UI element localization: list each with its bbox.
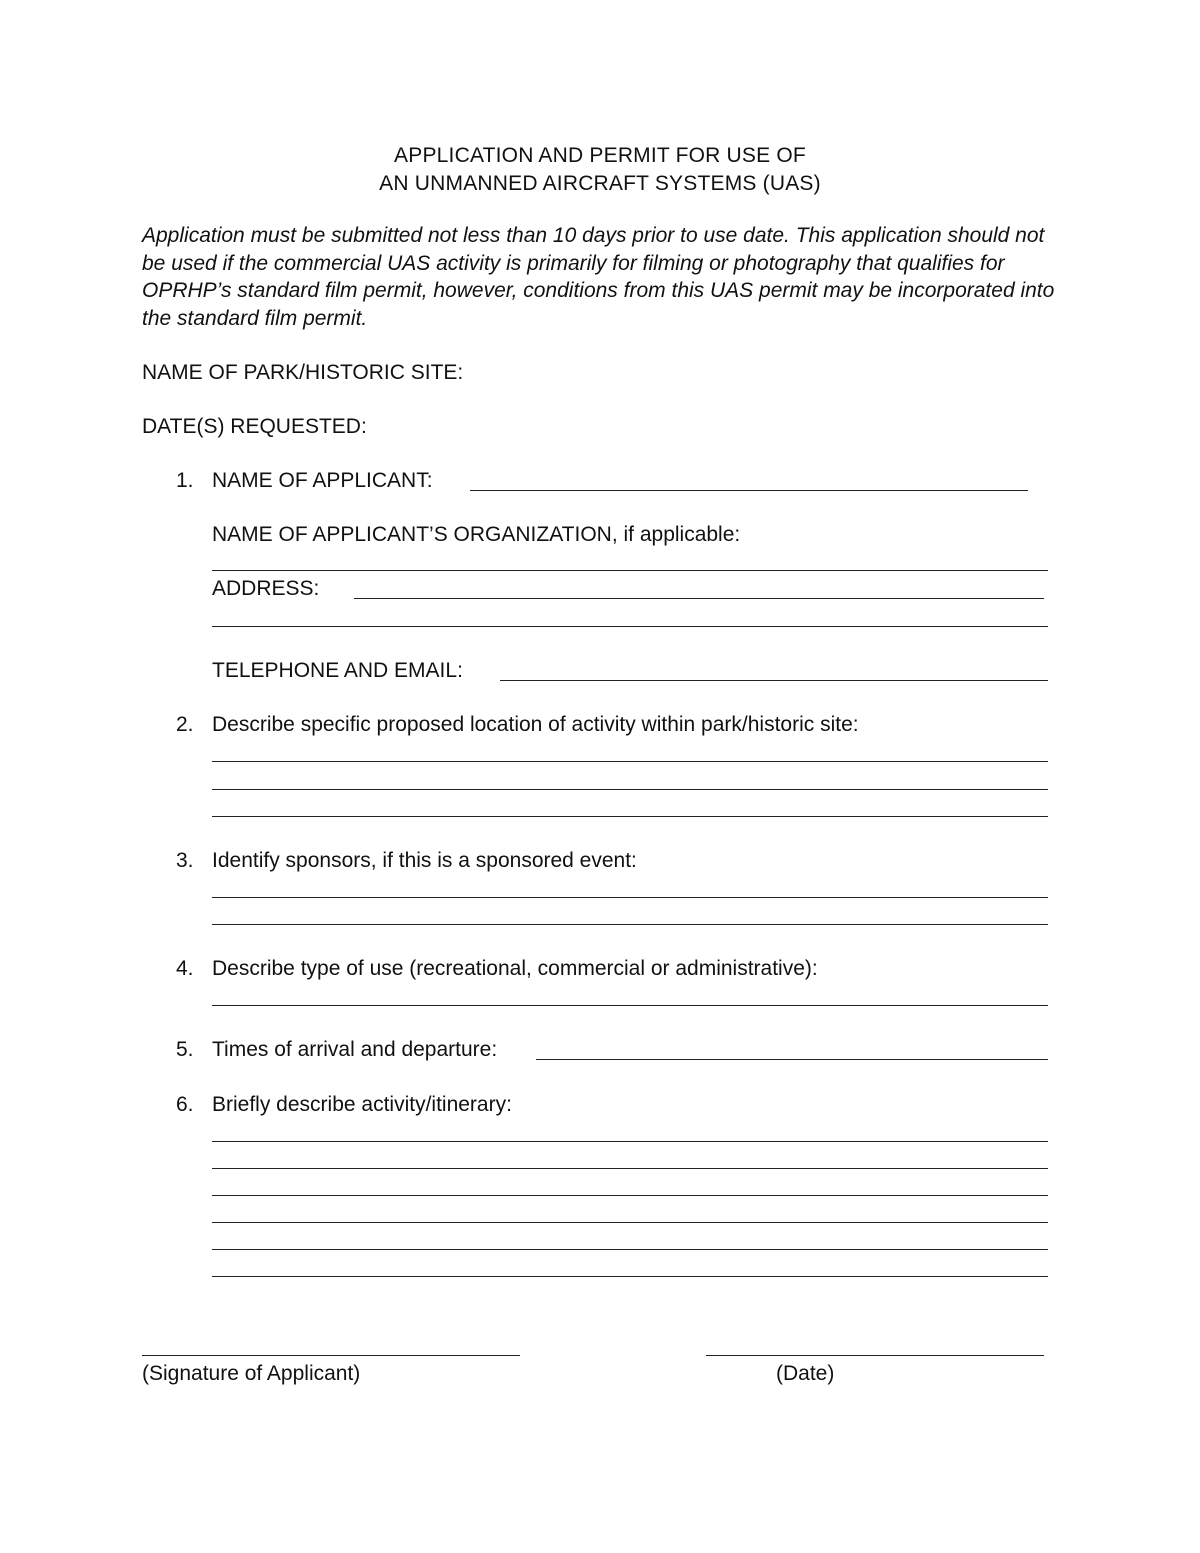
item-number-1: 1. [176, 469, 194, 492]
activity-line-4[interactable] [212, 1222, 1048, 1223]
location-line-3[interactable] [212, 816, 1048, 817]
address-line-1[interactable] [354, 598, 1044, 599]
sponsors-label: Identify sponsors, if this is a sponsored event: [212, 849, 637, 872]
form-title-line-2: AN UNMANNED AIRCRAFT SYSTEMS (UAS) [379, 172, 821, 195]
location-line-1[interactable] [212, 761, 1048, 762]
address-label: ADDRESS: [212, 577, 320, 600]
location-line-2[interactable] [212, 789, 1048, 790]
telephone-email-label: TELEPHONE AND EMAIL: [212, 659, 463, 682]
activity-line-1[interactable] [212, 1141, 1048, 1142]
activity-label: Briefly describe activity/itinerary: [212, 1093, 512, 1116]
submission-instructions: Application must be submitted not less than 10 days prior to use date. This application should not be used if the commercial UAS activity is primarily for filming or photography that qualifies for OPRHP’s standard film permit, however, conditions from this UAS permit may be incorporated into the standard film permit. [142, 224, 1055, 330]
park-site-label: NAME OF PARK/HISTORIC SITE: [142, 361, 464, 384]
activity-line-5[interactable] [212, 1249, 1048, 1250]
item-number-5: 5. [176, 1038, 194, 1061]
date-label: (Date) [776, 1362, 835, 1385]
use-type-line[interactable] [212, 1005, 1048, 1006]
telephone-email-line[interactable] [500, 680, 1048, 681]
item-number-3: 3. [176, 849, 194, 872]
organization-line[interactable] [212, 570, 1048, 571]
activity-line-6[interactable] [212, 1276, 1048, 1277]
arrival-departure-label: Times of arrival and departure: [212, 1038, 498, 1061]
item-number-2: 2. [176, 713, 194, 736]
signature-line[interactable] [142, 1355, 520, 1356]
address-line-2[interactable] [212, 626, 1048, 627]
item-number-6: 6. [176, 1093, 194, 1116]
dates-requested-label: DATE(S) REQUESTED: [142, 415, 367, 438]
use-type-label: Describe type of use (recreational, commercial or administrative): [212, 957, 818, 980]
activity-line-2[interactable] [212, 1168, 1048, 1169]
organization-label: NAME OF APPLICANT’S ORGANIZATION, if applicable: [212, 523, 741, 546]
sponsors-line-1[interactable] [212, 897, 1048, 898]
applicant-name-label: NAME OF APPLICANT: [212, 469, 433, 492]
arrival-departure-line[interactable] [536, 1059, 1048, 1060]
signature-label: (Signature of Applicant) [142, 1362, 361, 1385]
applicant-name-line[interactable] [470, 490, 1028, 491]
item-number-4: 4. [176, 957, 194, 980]
location-label: Describe specific proposed location of activity within park/historic site: [212, 713, 859, 736]
sponsors-line-2[interactable] [212, 924, 1048, 925]
activity-line-3[interactable] [212, 1195, 1048, 1196]
form-title-line-1: APPLICATION AND PERMIT FOR USE OF [394, 144, 806, 167]
date-line[interactable] [706, 1355, 1044, 1356]
